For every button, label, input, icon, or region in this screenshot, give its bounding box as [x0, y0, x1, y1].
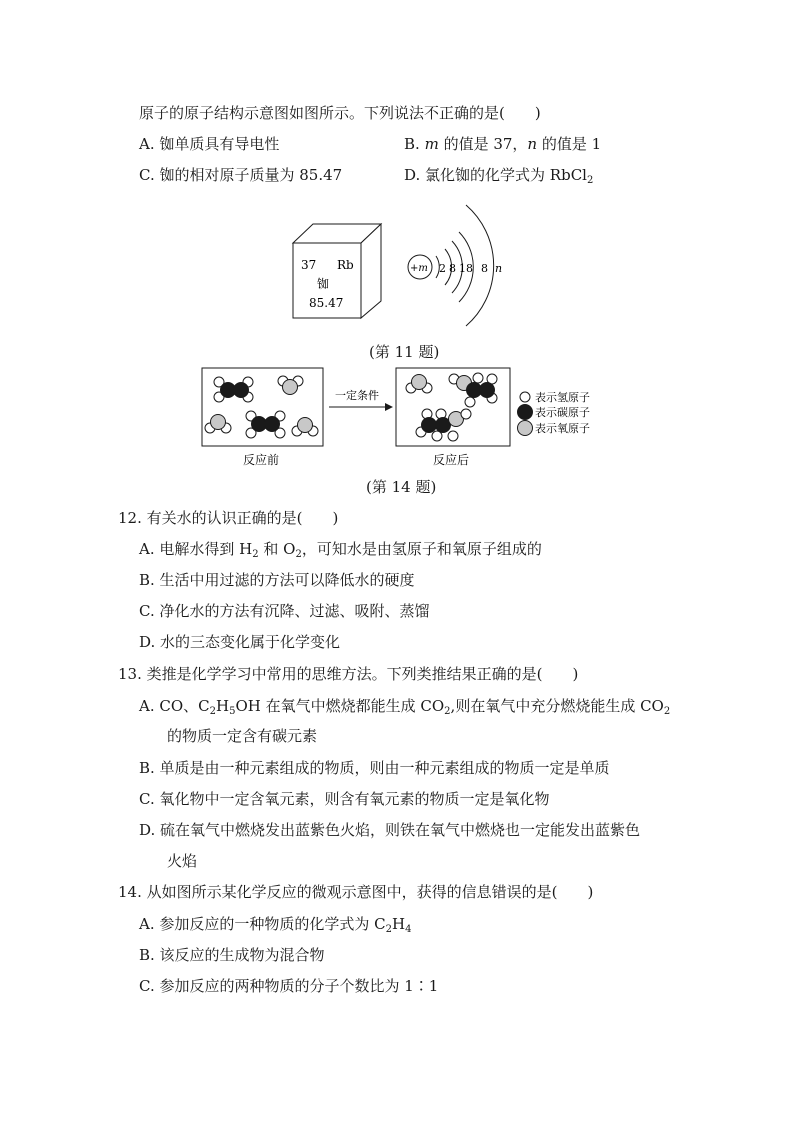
water-molecule [205, 415, 231, 434]
figure-14-reaction [195, 366, 605, 470]
q11-option-d: D. 氯化铷的化学式为 RbCl$_2$ [404, 166, 594, 186]
q11-option-a: A. 铷单质具有导电性 [139, 135, 280, 153]
q11-stem: 原子的原子结构示意图如图所示。下列说法不正确的是( ) [139, 104, 541, 122]
shell-3-count: 18 [459, 262, 473, 275]
shell-1-count: 2 [439, 262, 446, 275]
figure-11-caption: (第 11 题) [369, 343, 440, 361]
atomic-mass: 85.47 [309, 296, 344, 310]
after-label: 反应后 [433, 453, 470, 467]
ethylene-molecule [246, 411, 285, 438]
water-molecule [406, 375, 432, 394]
q14-option-c: C. 参加反应的两种物质的分子个数比为 1∶1 [139, 977, 439, 995]
before-label: 反应前 [243, 453, 280, 467]
water-molecule [292, 418, 318, 437]
shell-5-count: n [495, 262, 503, 275]
water-molecule [278, 376, 303, 395]
q12-option-d: D. 水的三态变化属于化学变化 [139, 633, 341, 651]
legend-carbon: 表示碳原子 [535, 406, 590, 419]
element-name: 铷 [317, 277, 330, 291]
q14-stem: 14. 从如图所示某化学反应的微观示意图中，获得的信息错误的是( ) [118, 883, 594, 901]
q13-option-d: D. 硫在氧气中燃烧发出蓝紫色火焰，则铁在氧气中燃烧也一定能发出蓝紫色 [139, 821, 641, 839]
ethylene-molecule [214, 377, 253, 402]
atomic-number: 37 [301, 258, 317, 272]
q12-option-b: B. 生活中用过滤的方法可以降低水的硬度 [139, 571, 415, 589]
legend-oxygen: 表示氧原子 [535, 422, 590, 435]
q12-stem: 12. 有关水的认识正确的是( ) [118, 509, 339, 527]
element-symbol: Rb [337, 258, 354, 272]
q11-option-b: B. m 的值是 37，n 的值是 1 [404, 135, 602, 153]
nucleus-charge: +m [410, 263, 428, 274]
ethanol-molecule [416, 409, 471, 441]
ethanol-molecule [449, 373, 497, 407]
q14-option-b: B. 该反应的生成物为混合物 [139, 946, 325, 964]
q13-stem: 13. 类推是化学学习中常用的思维方法。下列类推结果正确的是( ) [118, 665, 579, 683]
figure-14-caption: (第 14 题) [366, 478, 437, 496]
q13-option-d-continued: 火焰 [167, 852, 198, 870]
q12-option-c: C. 净化水的方法有沉降、过滤、吸附、蒸馏 [139, 602, 430, 620]
q13-option-a: A. CO、$C_2H_5OH$ 在氧气中燃烧都能生成 $CO_2$,则在氧气中充分燃烧能生成 $CO_2$ [139, 697, 671, 717]
q13-option-a-continued: 的物质一定含有碳元素 [167, 727, 318, 745]
q13-option-b: B. 单质是由一种元素组成的物质，则由一种元素组成的物质一定是单质 [139, 759, 610, 777]
shell-4-count: 8 [481, 262, 488, 275]
q13-option-c: C. 氧化物中一定含氧元素，则含有氧元素的物质一定是氧化物 [139, 790, 550, 808]
q14-option-a: A. 参加反应的一种物质的化学式为 $C_2H_4$ [139, 915, 412, 935]
legend [518, 392, 533, 436]
reaction-condition: 一定条件 [335, 389, 379, 402]
legend-hydrogen: 表示氢原子 [535, 391, 590, 404]
q12-option-a: A. 电解水得到 $H_2$ 和 $O_2$，可知水是由氢原子和氧原子组成的 [139, 540, 542, 560]
figure-11-rb-element [285, 200, 515, 335]
arrow-head-icon [385, 403, 393, 411]
q11-option-c: C. 铷的相对原子质量为 85.47 [139, 166, 343, 184]
shell-2-count: 8 [449, 262, 456, 275]
